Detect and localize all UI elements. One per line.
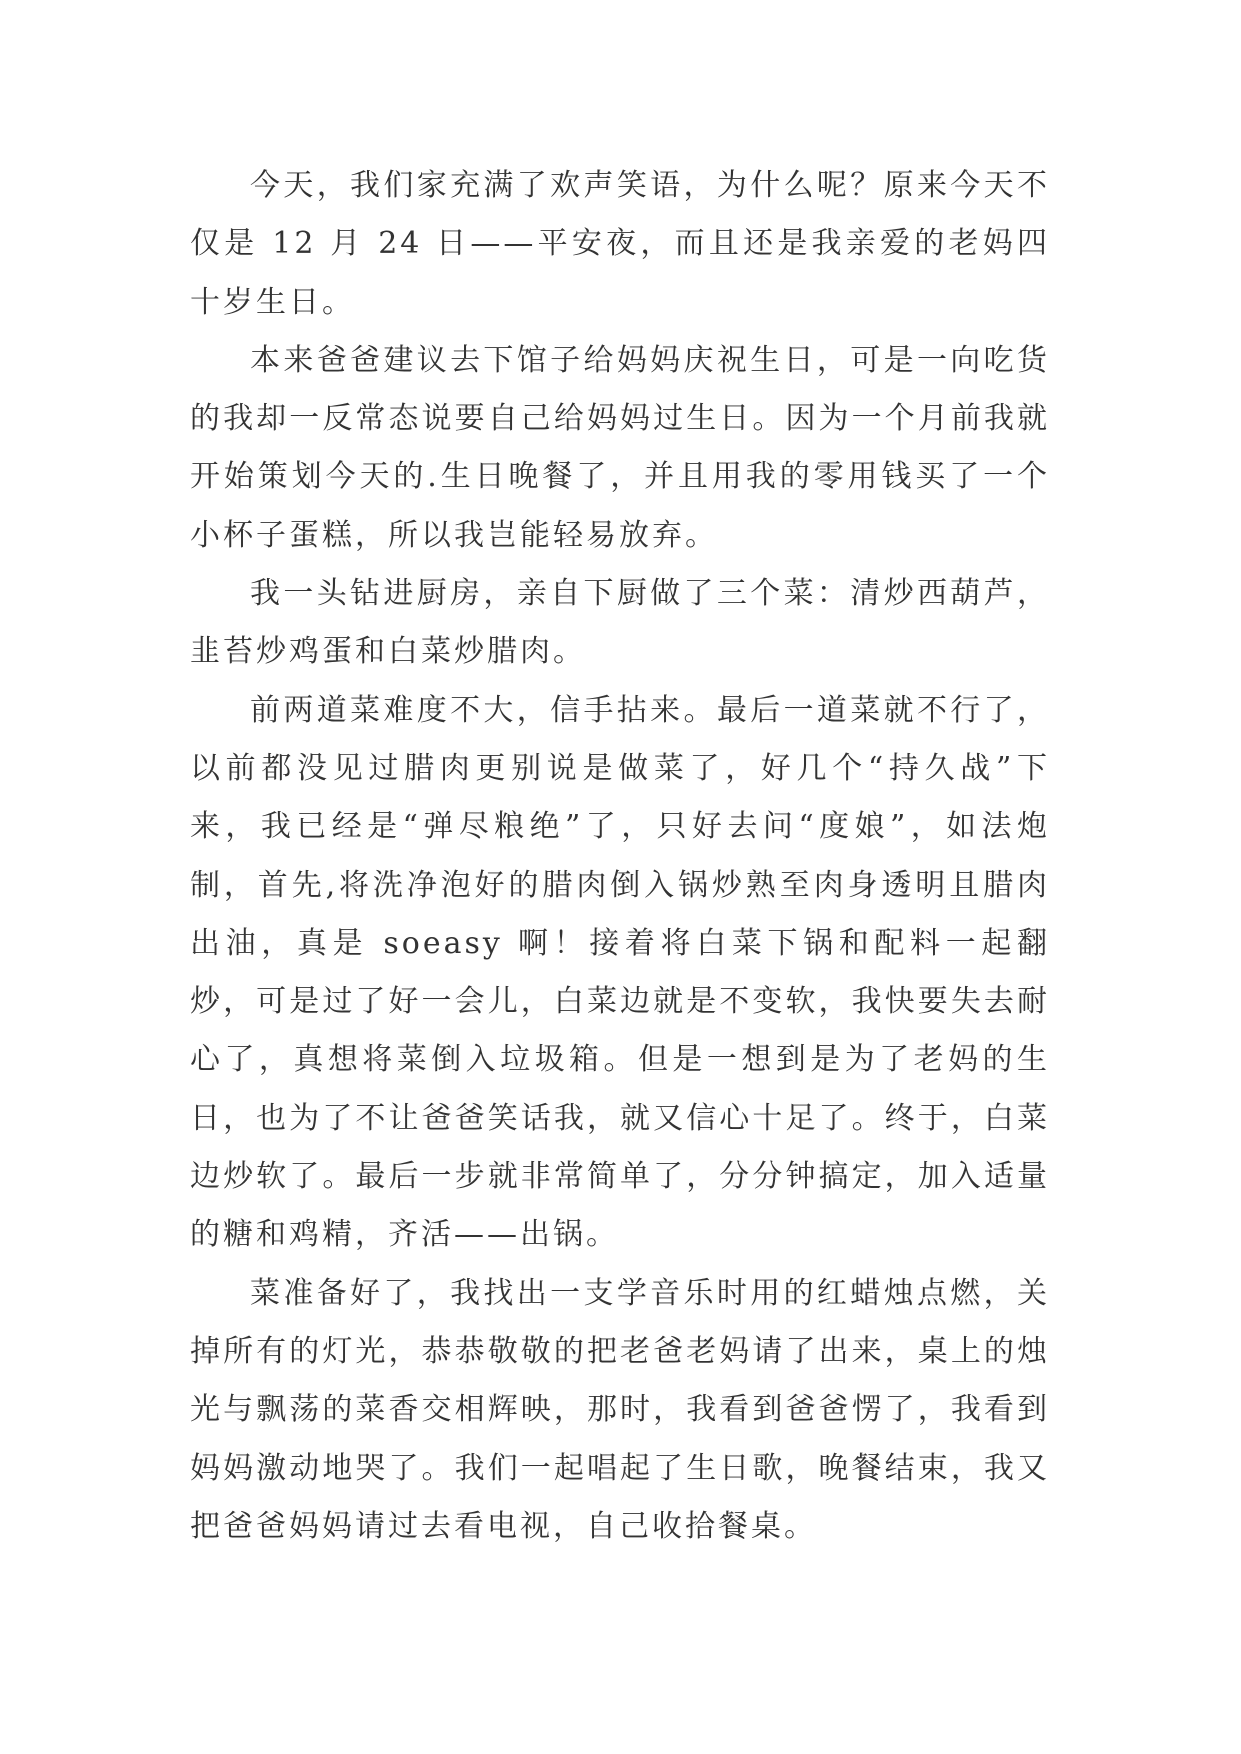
document-body bbox=[190, 157, 1050, 1556]
paragraph: 本来爸爸建议去下馆子给妈妈庆祝生日，可是一向吃货的我却一反常态说要自己给妈妈过生日。因为一个月前我就开始策划今天的.生日晚餐了，并且用我的零用钱买了一个小杯子蛋糕，所以我岂能轻易放弃。 bbox=[190, 342, 1050, 553]
paragraph: 我一头钻进厨房，亲自下厨做了三个菜：清炒西葫芦，韭苔炒鸡蛋和白菜炒腊肉。 bbox=[190, 576, 1050, 670]
paragraph: 前两道菜难度不大，信手拈来。最后一道菜就不行了，以前都没见过腊肉更别说是做菜了，好几个“持久战”下来，我已经是“弹尽粮绝”了，只好去问“度娘”，如法炮制，首先,将洗净泡好的腊肉倒入锅炒熟至肉身透明且腊肉出油，真是 soeasy 啊！接着将白菜下锅和配料一起翻炒，可是过了好一会儿，白菜边就是不变软，我快要失去耐心了，真想将菜倒入垃圾箱。但是一想到是为了老妈的生日，也为了不让爸爸笑话我，就又信心十足了。终于，白菜边炒软了。最后一步就非常简单了，分分钟搞定，加入适量的糖和鸡精，齐活——出锅。 bbox=[190, 692, 1050, 1253]
paragraph: 菜准备好了，我找出一支学音乐时用的红蜡烛点燃，关掉所有的灯光，恭恭敬敬的把老爸老妈请了出来，桌上的烛光与飘荡的菜香交相辉映，那时，我看到爸爸愣了，我看到妈妈激动地哭了。我们一起唱起了生日歌，晚餐结束，我又把爸爸妈妈请过去看电视，自己收拾餐桌。 bbox=[190, 1275, 1050, 1544]
paragraph: 今天，我们家充满了欢声笑语，为什么呢？原来今天不仅是 12 月 24 日——平安夜，而且还是我亲爱的老妈四十岁生日。 bbox=[190, 168, 1050, 320]
